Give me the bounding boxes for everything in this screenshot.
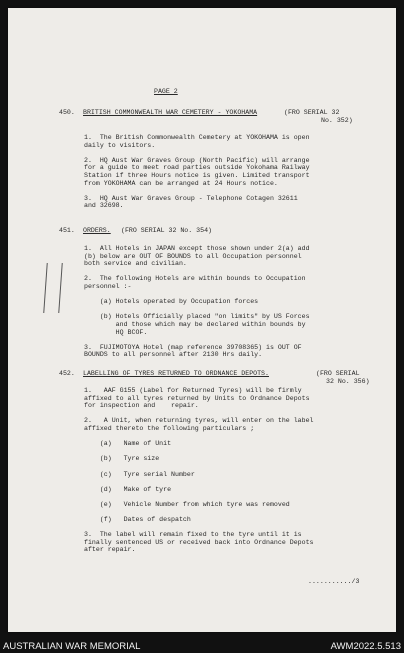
body-line: (a) Name of Unit xyxy=(84,440,172,448)
item-serial-cont: No. 352) xyxy=(321,117,353,124)
body-line xyxy=(84,291,310,299)
body-line: for inspection and repair. xyxy=(84,402,199,410)
body-line xyxy=(84,149,310,157)
continuation-marker: .........../3 xyxy=(308,578,360,585)
body-line: HQ BCOF. xyxy=(84,328,148,336)
body-line: both service and civilian. xyxy=(84,260,187,268)
body-line xyxy=(84,524,314,532)
body-line: 2. A Unit, when returning tyres, will enter on the label xyxy=(84,417,314,425)
document-page xyxy=(8,8,396,632)
body-line xyxy=(84,410,314,418)
body-line: 2. HQ Aust War Graves Group (North Pacific) will arrange xyxy=(84,156,310,164)
body-line xyxy=(84,493,314,501)
item-number: 450. xyxy=(59,109,75,116)
body-line: 1. AAF G155 (Label for Returned Tyres) will be firmly xyxy=(84,387,302,394)
item-serial: (FRO SERIAL xyxy=(316,370,360,377)
archive-footer xyxy=(0,636,404,653)
body-line: affixed thereto the following particulars ; xyxy=(84,424,255,432)
body-line: (c) Tyre serial Number xyxy=(84,470,195,478)
body-line: 3. The label will remain fixed to the tyre until it is xyxy=(84,531,302,539)
body-line xyxy=(84,478,314,486)
body-line: for a guide to meet road parties outside Yokohama Railway xyxy=(84,164,310,172)
item-body xyxy=(84,134,310,210)
body-line: affixed to all tyres returned by Units to Ordnance Depots xyxy=(84,394,310,402)
item-number: 451. xyxy=(59,227,75,234)
body-line: from YOKOHAMA can be arranged at 24 Hours notice. xyxy=(84,179,278,187)
body-line: 2. The following Hotels are within bounds to Occupation xyxy=(84,275,306,283)
handwritten-margin-mark xyxy=(43,263,62,313)
body-line: 1. All Hotels in JAPAN except those shown under 2(a) add xyxy=(84,245,310,252)
body-line: (b) Tyre size xyxy=(84,455,160,463)
item-serial: (FRO SERIAL 32 No. 354) xyxy=(121,227,213,234)
item-title: LABELLING OF TYRES RETURNED TO ORDNANCE DEPOTS. xyxy=(83,370,269,377)
body-line: (a) Hotels operated by Occupation forces xyxy=(84,298,259,306)
body-line xyxy=(84,509,314,517)
body-line: finally sentenced US or received back into Ordnance Depots xyxy=(84,538,314,546)
body-line: BOUNDS to all personnel after 2130 Hrs daily. xyxy=(84,351,263,359)
body-line: (f) Dates of despatch xyxy=(84,516,191,524)
body-line: (b) Hotels Officially placed "on limits" by US Forces xyxy=(84,313,310,321)
body-line: personnel :- xyxy=(84,282,132,290)
body-line xyxy=(84,306,310,314)
body-line xyxy=(84,187,310,195)
body-line: Station if three Hours notice is given. Limited transport xyxy=(84,171,310,179)
item-serial-cont: 32 No. 356) xyxy=(326,378,370,385)
body-line xyxy=(84,463,314,471)
item-body xyxy=(84,245,310,359)
item-body xyxy=(84,387,314,554)
body-line xyxy=(84,268,310,276)
body-line xyxy=(84,448,314,456)
body-line: (d) Make of tyre xyxy=(84,485,172,493)
page-heading: PAGE 2 xyxy=(154,88,178,95)
item-title: ORDERS. xyxy=(83,227,111,234)
body-line: daily to visitors. xyxy=(84,141,156,149)
body-line: and those which may be declared within bounds by xyxy=(84,320,306,328)
footer-source: AUSTRALIAN WAR MEMORIAL xyxy=(3,641,141,652)
body-line xyxy=(84,433,314,441)
body-line: 3. HQ Aust War Graves Group - Telephone Cotagen 32611 xyxy=(84,194,298,202)
item-serial: (FRO SERIAL 32 xyxy=(284,109,340,116)
body-line: (b) below are OUT OF BOUNDS to all Occupation personnel xyxy=(84,252,302,260)
body-line xyxy=(84,336,310,344)
body-line: and 32698. xyxy=(84,202,124,210)
body-line: after repair. xyxy=(84,546,136,554)
body-line: (e) Vehicle Number from which tyre was removed xyxy=(84,500,290,508)
body-line: 1. The British Commonwealth Cemetery at YOKOHAMA is open xyxy=(84,134,310,141)
item-number: 452. xyxy=(59,370,75,377)
body-line: 3. FUJIMOTOYA Hotel (map reference 39708365) is OUT OF xyxy=(84,343,302,351)
item-title: BRITISH COMMONWEALTH WAR CEMETERY - YOKOHAMA xyxy=(83,109,258,116)
footer-reference: AWM2022.5.513 xyxy=(330,641,401,652)
